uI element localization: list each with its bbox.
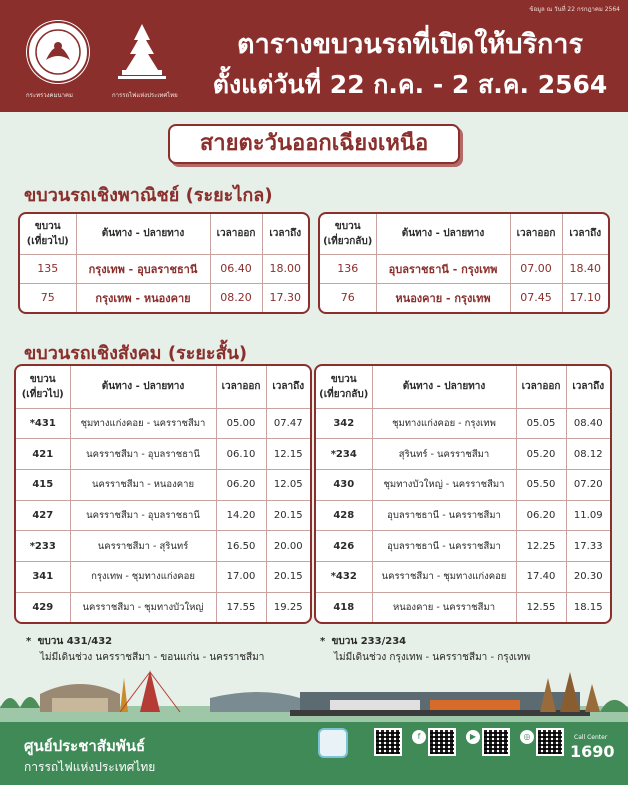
col-header-depart: เวลาออก xyxy=(510,214,562,254)
route-cell: นครราชสีมา - สุรินทร์ xyxy=(70,531,216,562)
depart-time: 06.40 xyxy=(210,254,262,283)
train-number: *431 xyxy=(16,408,70,439)
arrive-time: 18.40 xyxy=(562,254,608,283)
route-cell: นครราชสีมา - หนองคาย xyxy=(70,469,216,500)
table-row xyxy=(316,439,610,470)
table-row xyxy=(316,469,610,500)
train-number: 418 xyxy=(316,592,372,622)
col-header-train: ขบวน (เที่ยวไป) xyxy=(20,214,76,254)
table-row xyxy=(16,500,310,531)
arrive-time: 20.15 xyxy=(266,500,310,531)
col-header-arrive: เวลาถึง xyxy=(266,366,310,408)
arrive-time: 18.15 xyxy=(566,592,610,622)
col-header-depart: เวลาออก xyxy=(216,366,266,408)
table-row xyxy=(320,283,608,312)
train-number: *233 xyxy=(16,531,70,562)
train-number: *234 xyxy=(316,439,372,470)
depart-time: 17.40 xyxy=(516,562,566,593)
table-row xyxy=(20,283,308,312)
route-cell: ชุมทางแก่งคอย - กรุงเทพ xyxy=(372,408,516,439)
route-cell: หนองคาย - นครราชสีมา xyxy=(372,592,516,622)
train-number: 429 xyxy=(16,592,70,622)
youtube-icon[interactable]: ▶ xyxy=(466,730,480,744)
arrive-time: 17.30 xyxy=(262,283,308,312)
table-row xyxy=(16,531,310,562)
note-body: ไม่มีเดินช่วง นครราชสีมา - ขอนแก่น - นครราชสีมา xyxy=(40,652,265,663)
depart-time: 14.20 xyxy=(216,500,266,531)
short-inbound-table xyxy=(314,364,612,624)
arrive-time: 17.10 xyxy=(562,283,608,312)
website-icon[interactable]: ◎ xyxy=(520,730,534,744)
qr-code-facebook[interactable] xyxy=(428,728,456,756)
train-number: 76 xyxy=(320,283,376,312)
col-header-route: ต้นทาง - ปลายทาง xyxy=(372,366,516,408)
qr-code-website[interactable] xyxy=(536,728,564,756)
depart-time: 12.25 xyxy=(516,531,566,562)
depart-time: 17.55 xyxy=(216,592,266,622)
note-233-234 xyxy=(320,634,530,666)
route-cell: นครราชสีมา - ชุมทางบัวใหญ่ xyxy=(70,592,216,622)
col-header-route: ต้นทาง - ปลายทาง xyxy=(376,214,510,254)
arrive-time: 20.15 xyxy=(266,562,310,593)
facebook-icon[interactable]: f xyxy=(412,730,426,744)
col-header-arrive: เวลาถึง xyxy=(566,366,610,408)
train-number: 341 xyxy=(16,562,70,593)
col-header-train: ขบวน (เที่ยวกลับ) xyxy=(320,214,376,254)
note-431-432 xyxy=(26,634,264,666)
depart-time: 16.50 xyxy=(216,531,266,562)
ministry-caption: กระทรวงคมนาคม xyxy=(26,92,73,99)
arrive-time: 18.00 xyxy=(262,254,308,283)
route-cell: อุบลราชธานี - กรุงเทพ xyxy=(376,254,510,283)
long-inbound-table xyxy=(318,212,610,314)
route-cell: นครราชสีมา - อุบลราชธานี xyxy=(70,439,216,470)
qr-code-ticketing[interactable] xyxy=(374,728,402,756)
route-cell: หนองคาย - กรุงเทพ xyxy=(376,283,510,312)
depart-time: 17.00 xyxy=(216,562,266,593)
col-header-route: ต้นทาง - ปลายทาง xyxy=(70,366,216,408)
depart-time: 12.55 xyxy=(516,592,566,622)
depart-time: 05.00 xyxy=(216,408,266,439)
note-title: ขบวน 431/432 xyxy=(37,636,113,647)
arrive-time: 12.15 xyxy=(266,439,310,470)
route-cell: กรุงเทพ - หนองคาย xyxy=(76,283,210,312)
table-row xyxy=(16,408,310,439)
table-row xyxy=(20,254,308,283)
table-row xyxy=(320,254,608,283)
route-cell: ชุมทางแก่งคอย - นครราชสีมา xyxy=(70,408,216,439)
col-header-arrive: เวลาถึง xyxy=(262,214,308,254)
table-row xyxy=(316,592,610,622)
train-number: 430 xyxy=(316,469,372,500)
col-header-depart: เวลาออก xyxy=(516,366,566,408)
date-note: ข้อมูล ณ วันที่ 22 กรกฎาคม 2564 xyxy=(529,6,620,13)
note-star: * xyxy=(26,636,32,647)
arrive-time: 12.05 xyxy=(266,469,310,500)
route-cell: สุรินทร์ - นครราชสีมา xyxy=(372,439,516,470)
arrive-time: 11.09 xyxy=(566,500,610,531)
route-title: สายตะวันออกเฉียงเหนือ xyxy=(168,124,460,164)
note-body: ไม่มีเดินช่วง กรุงเทพ - นครราชสีมา - กรุงเทพ xyxy=(334,652,531,663)
train-number: 75 xyxy=(20,283,76,312)
col-header-train: ขบวน (เที่ยวไป) xyxy=(16,366,70,408)
col-header-route: ต้นทาง - ปลายทาง xyxy=(76,214,210,254)
table-row xyxy=(316,408,610,439)
footer-subtitle: การรถไฟแห่งประเทศไทย xyxy=(24,760,156,774)
route-cell: อุบลราชธานี - นครราชสีมา xyxy=(372,531,516,562)
table-row xyxy=(16,469,310,500)
train-number: 136 xyxy=(320,254,376,283)
depart-time: 07.45 xyxy=(510,283,562,312)
depart-time: 06.20 xyxy=(516,500,566,531)
col-header-depart: เวลาออก xyxy=(210,214,262,254)
call-center-number[interactable]: 1690 xyxy=(570,742,615,761)
route-cell: นครราชสีมา - ชุมทางแก่งคอย xyxy=(372,562,516,593)
qr-code-youtube[interactable] xyxy=(482,728,510,756)
short-outbound-table xyxy=(14,364,312,624)
arrive-time: 20.00 xyxy=(266,531,310,562)
table-row xyxy=(316,500,610,531)
footer-title: ศูนย์ประชาสัมพันธ์ xyxy=(24,737,146,755)
train-number: 427 xyxy=(16,500,70,531)
train-number: *432 xyxy=(316,562,372,593)
ministry-logo xyxy=(26,20,90,84)
srt-caption: การรถไฟแห่งประเทศไทย xyxy=(112,92,178,99)
train-number: 426 xyxy=(316,531,372,562)
landmarks-illustration xyxy=(0,668,628,724)
arrive-time: 20.30 xyxy=(566,562,610,593)
long-distance-title: ขบวนรถเชิงพาณิชย์ (ระยะไกล) xyxy=(24,185,273,206)
call-center-label: Call Center xyxy=(574,734,608,741)
route-cell: กรุงเทพ - อุบลราชธานี xyxy=(76,254,210,283)
note-star: * xyxy=(320,636,326,647)
route-cell: ชุมทางบัวใหญ่ - นครราชสีมา xyxy=(372,469,516,500)
train-number: 428 xyxy=(316,500,372,531)
col-header-train: ขบวน (เที่ยวกลับ) xyxy=(316,366,372,408)
depart-time: 07.00 xyxy=(510,254,562,283)
depart-time: 05.20 xyxy=(516,439,566,470)
table-row xyxy=(16,439,310,470)
table-row xyxy=(16,562,310,593)
table-row xyxy=(316,531,610,562)
srt-logo xyxy=(110,20,174,84)
arrive-time: 07.20 xyxy=(566,469,610,500)
arrive-time: 19.25 xyxy=(266,592,310,622)
page-title: ตารางขบวนรถที่เปิดให้บริการ xyxy=(237,29,583,60)
depart-time: 06.10 xyxy=(216,439,266,470)
route-cell: นครราชสีมา - อุบลราชธานี xyxy=(70,500,216,531)
train-number: 342 xyxy=(316,408,372,439)
depart-time: 05.05 xyxy=(516,408,566,439)
route-cell: อุบลราชธานี - นครราชสีมา xyxy=(372,500,516,531)
table-row xyxy=(16,592,310,622)
col-header-arrive: เวลาถึง xyxy=(562,214,608,254)
date-range-title: ตั้งแต่วันที่ 22 ก.ค. - 2 ส.ค. 2564 xyxy=(212,70,608,99)
train-number: 421 xyxy=(16,439,70,470)
depart-time: 08.20 xyxy=(210,283,262,312)
arrive-time: 07.47 xyxy=(266,408,310,439)
train-number: 415 xyxy=(16,469,70,500)
train-number: 135 xyxy=(20,254,76,283)
short-distance-title: ขบวนรถเชิงสังคม (ระยะสั้น) xyxy=(24,343,248,364)
arrive-time: 17.33 xyxy=(566,531,610,562)
long-outbound-table xyxy=(18,212,310,314)
depart-time: 06.20 xyxy=(216,469,266,500)
table-row xyxy=(316,562,610,593)
depart-time: 05.50 xyxy=(516,469,566,500)
arrive-time: 08.12 xyxy=(566,439,610,470)
note-title: ขบวน 233/234 xyxy=(331,636,407,647)
dmark-app-icon[interactable] xyxy=(318,728,348,758)
arrive-time: 08.40 xyxy=(566,408,610,439)
route-cell: กรุงเทพ - ชุมทางแก่งคอย xyxy=(70,562,216,593)
